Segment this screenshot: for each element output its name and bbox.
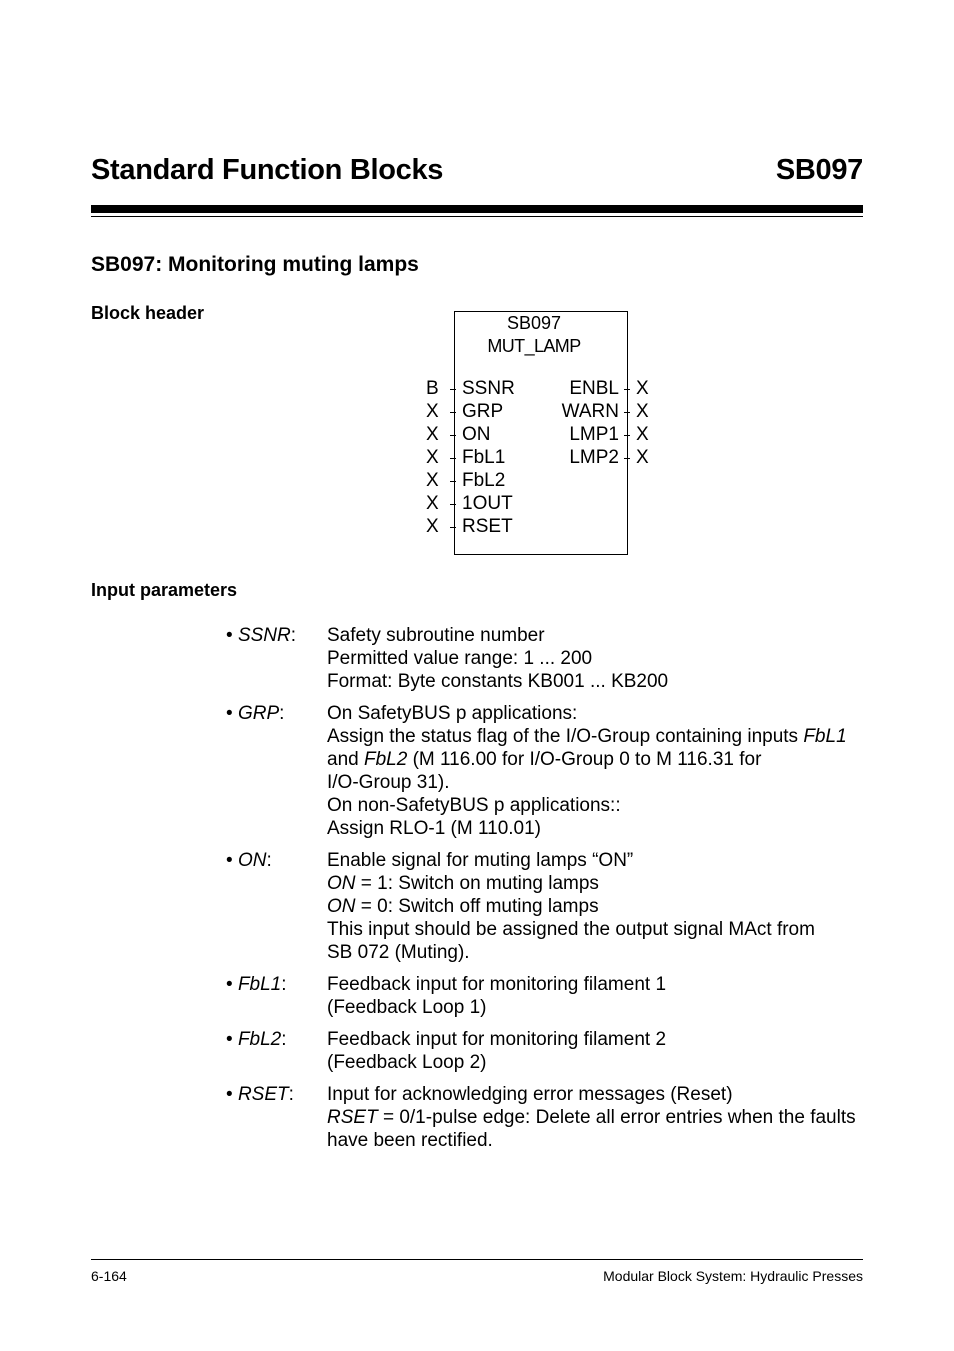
description-line: (Feedback Loop 2) [327,1052,487,1073]
input-pin-line [450,458,456,459]
description-line: Format: Byte constants KB001 ... KB200 [327,671,669,692]
input-pin-label: RSET [462,516,513,537]
description-line: SB 072 (Muting). [327,942,470,963]
parameter-item-grp [226,702,866,840]
page-header-code: SB097 [775,154,863,186]
output-pin-type: X [636,401,649,422]
description-line: Assign RLO-1 (M 110.01) [327,818,542,839]
parameter-description [327,973,866,1019]
footer-rule [91,1259,863,1260]
input-pin-line [450,527,456,528]
section-title: SB097: Monitoring muting lamps [91,253,419,276]
input-pin-line [450,481,456,482]
parameter-description [327,702,866,840]
input-pin-type: X [426,447,439,468]
input-pin-type: X [426,424,439,445]
description-line: On non-SafetyBUS p applications:: [327,795,621,816]
page-header-title: Standard Function Blocks [91,154,444,186]
description-line: Safety subroutine number [327,625,545,646]
description-line: have been rectified. [327,1130,493,1151]
header-rule-thin [91,216,863,217]
parameter-item-fbl1 [226,973,866,1019]
output-pin-label: WARN [561,401,619,422]
description-line: ON = 0: Switch off muting lamps [327,896,599,917]
footer-document-title: Modular Block System: Hydraulic Presses [603,1268,863,1284]
output-pin-line [624,435,630,436]
input-pin-label: FbL2 [462,470,506,491]
description-line: and FbL2 (M 116.00 for I/O-Group 0 to M 116.31 for [327,749,762,770]
input-parameter-list [226,624,866,1161]
parameter-item-fbl2 [226,1028,866,1074]
input-pin-type: X [426,470,439,491]
description-line: I/O-Group 31). [327,772,450,793]
input-pin-line [450,389,456,390]
footer-page-number: 6-164 [91,1268,127,1284]
description-line: Feedback input for monitoring filament 1 [327,974,667,995]
parameter-name: • RSET: [226,1084,294,1105]
output-pin-line [624,389,630,390]
parameter-name: • GRP: [226,703,285,724]
output-pin-line [624,458,630,459]
description-line: (Feedback Loop 1) [327,997,487,1018]
parameter-name: • FbL1: [226,974,287,995]
parameter-name: • ON: [226,850,272,871]
header-rule-thick [91,205,863,213]
output-pin-type: X [636,424,649,445]
parameter-item-rset [226,1083,866,1152]
input-pin-line [450,504,456,505]
description-line: Enable signal for muting lamps “ON” [327,850,634,871]
output-pin-label: ENBL [569,378,619,399]
description-line: This input should be assigned the output signal MAct from [327,919,815,940]
output-pin-line [624,412,630,413]
description-line: RSET = 0/1-pulse edge: Delete all error entries when the faults [327,1107,856,1128]
input-pin-label: GRP [462,401,504,422]
block-header-label: Block header [91,303,205,323]
parameter-description [327,624,866,693]
input-pin-label: 1OUT [462,493,513,514]
input-pin-type: X [426,516,439,537]
parameter-description [327,1028,866,1074]
input-parameters-label: Input parameters [91,580,238,600]
input-pin-type: X [426,493,439,514]
input-pin-label: ON [462,424,491,445]
description-line: On SafetyBUS p applications: [327,703,578,724]
description-line: Assign the status flag of the I/O-Group containing inputs FbL1 [327,726,847,747]
input-pin-label: FbL1 [462,447,506,468]
input-pin-line [450,435,456,436]
input-pin-type: B [426,378,439,399]
function-block-name: SB097 [506,313,562,333]
description-line: Permitted value range: 1 ... 200 [327,648,593,669]
description-line: ON = 1: Switch on muting lamps [327,873,599,894]
input-pin-type: X [426,401,439,422]
input-pin-label: SSNR [462,378,515,399]
parameter-item-on [226,849,866,964]
description-line: Feedback input for monitoring filament 2 [327,1029,667,1050]
output-pin-type: X [636,447,649,468]
output-pin-label: LMP2 [569,447,619,468]
parameter-description [327,849,866,964]
parameter-description [327,1083,866,1152]
output-pin-type: X [636,378,649,399]
function-block-subname: MUT_LAMP [487,336,581,356]
output-pin-label: LMP1 [569,424,619,445]
parameter-name: • SSNR: [226,625,297,646]
parameter-item-ssnr [226,624,866,693]
input-pin-line [450,412,456,413]
parameter-name: • FbL2: [226,1029,287,1050]
description-line: Input for acknowledging error messages (Reset) [327,1084,733,1105]
